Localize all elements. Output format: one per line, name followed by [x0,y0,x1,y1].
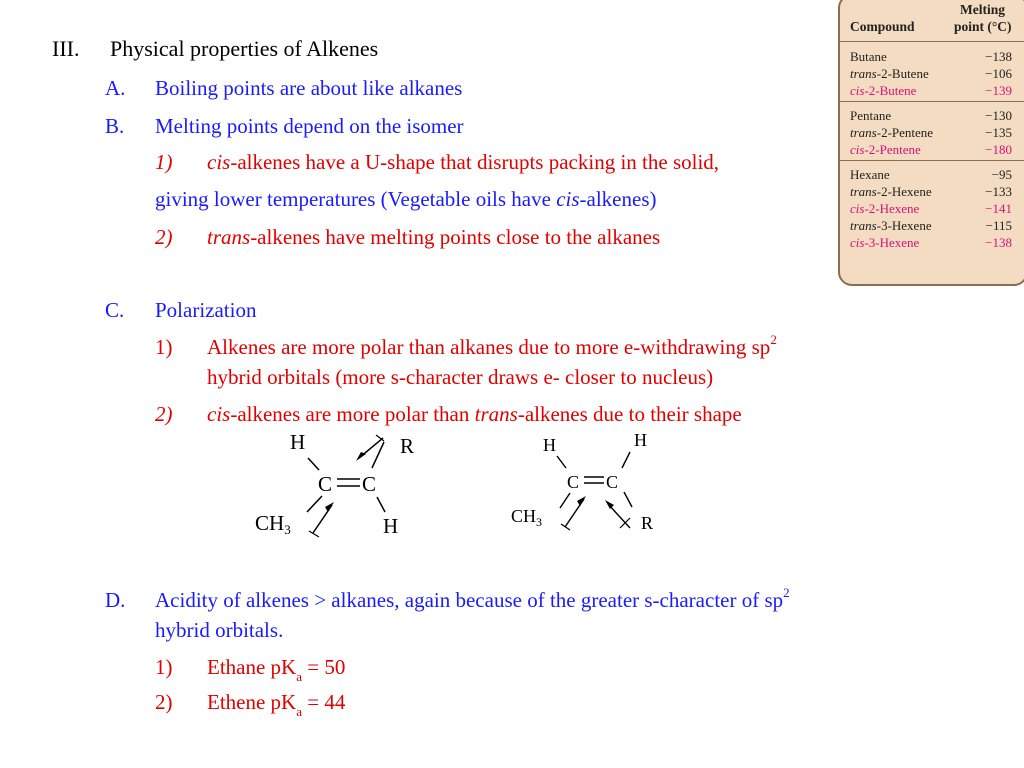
mol-left-ch-text: CH [255,511,285,535]
table-row [850,65,1020,82]
table-row [850,217,1020,234]
item-d-letter: D. [105,588,126,612]
compound-prefix: trans [850,125,877,140]
table-row [850,141,1020,158]
item-b2-rest: -alkenes have melting points close to the alkanes [250,225,661,249]
compound-base-name: Butane [850,49,887,64]
item-d2-text [207,689,346,720]
table-header [840,0,1024,34]
mol-left-arrowhead-2 [325,502,334,512]
mol-right-ch-text: CH [511,506,537,526]
table-header-melting: Melting [960,2,1005,17]
mol-left-r: R [400,434,415,458]
melting-point-value: −141 [985,201,1012,216]
item-d1-sub: a [296,669,303,685]
item-b1-line2a: giving lower temperatures (Vegetable oils have [155,187,557,211]
mol-right-bond-ch3 [560,493,570,508]
mol-right-h-left: H [543,435,556,455]
mol-right-c2: C [606,472,619,492]
compound-name [850,217,932,234]
item-b-letter: B. [105,114,125,138]
table-row [850,166,1020,183]
item-c1-rest: Alkenes are more polar than alkanes due to more e-withdrawing sp [207,335,771,359]
compound-prefix: trans [850,66,877,81]
melting-point-value: −106 [985,66,1012,81]
melting-point-table [838,0,1024,286]
table-row [850,107,1020,124]
compound-prefix: cis [850,83,865,98]
melting-point-value: −138 [985,235,1012,250]
trans-label: trans [207,225,251,249]
mol-left-ch-sub: 3 [284,522,291,537]
compound-prefix: cis [850,142,865,157]
compound-base-name: -2-Hexene [864,201,920,216]
mol-right-ch-sub: 3 [536,515,543,529]
compound-name [850,107,891,124]
mol-right-c1: C [567,472,580,492]
table-row [850,82,1020,99]
mol-right-bond-r [624,492,632,507]
compound-name [850,234,919,251]
mol-left-bond-h [308,458,319,470]
melting-point-value: −135 [985,125,1012,140]
compound-base-name: Hexane [850,167,890,182]
mol-right-r: R [641,513,654,533]
item-d-text [155,587,790,613]
table-row [850,124,1020,141]
section-number: III. [52,36,80,61]
compound-name [850,124,933,141]
mol-right-ch [511,506,542,529]
item-b2-num: 2) [155,225,173,249]
item-c2-em2: trans [474,402,518,426]
item-a-text: Boiling points are about like alkanes [155,76,463,100]
compound-prefix: cis [850,201,865,216]
item-d-rest: Acidity of alkenes > alkanes, again because of the greater s-character of sp [155,588,784,612]
mol-left-bond-h2 [377,497,385,512]
table-header-compound: Compound [850,19,915,34]
compound-name [850,166,890,183]
compound-base-name: -2-Pentene [876,125,934,140]
melting-point-value: −138 [985,49,1012,64]
melting-point-value: −180 [985,142,1012,157]
item-c2-text1: -alkenes are more polar than [230,402,475,426]
item-b1-line2em: cis [556,187,580,211]
table-row [850,200,1020,217]
item-c1-number: 1) [155,335,173,359]
compound-name [850,141,921,158]
compound-name [850,200,919,217]
mol-left-c2: C [362,472,377,496]
mol-right-h-right: H [634,430,647,450]
item-d2-tail: = 44 [302,690,346,714]
item-b1-rest: -alkenes have a U-shape that disrupts packing in the solid, [230,150,720,174]
table-rule-top [840,41,1024,42]
item-c2-text2: -alkenes due to their shape [517,402,742,426]
item-b1-num: 1) [155,150,173,174]
item-c-letter: C. [105,298,125,322]
table-row [850,183,1020,200]
section-title-text: Physical properties of Alkenes [110,36,379,61]
compound-prefix: trans [850,184,877,199]
item-d-line2: hybrid orbitals. [155,618,284,642]
item-d1-tail: = 50 [302,655,346,679]
table-group-divider [840,101,1024,102]
item-d2-rest: Ethene pK [207,690,297,714]
item-d2-sub: a [296,704,303,720]
mol-left-h-top: H [290,430,306,454]
table-group-divider [840,160,1024,161]
item-d1-rest: Ethane pK [207,655,297,679]
mol-right-tail-1 [561,524,570,530]
item-b-text: Melting points depend on the isomer [155,114,464,138]
mol-left-bond-ch3 [307,496,322,512]
compound-base-name: -2-Butene [864,83,917,98]
mol-right-bond-hl [557,456,566,468]
compound-base-name: Pentane [850,108,892,123]
melting-point-value: −133 [985,184,1012,199]
table-row [850,48,1020,65]
compound-base-name: -3-Hexene [864,235,920,250]
compound-base-name: -2-Hexene [876,184,932,199]
table-row [850,234,1020,251]
item-a-letter: A. [105,76,126,100]
mol-left-h-bottom: H [383,514,399,538]
item-c2-em1: cis [207,402,231,426]
melting-point-value: −115 [985,218,1012,233]
item-c-text: Polarization [155,298,257,322]
compound-name [850,183,932,200]
compound-base-name: -2-Pentene [864,142,921,157]
item-c1-line2: hybrid orbitals (more s-character draws e- closer to nucleus) [207,365,714,389]
item-c1-sup: 2 [770,332,777,347]
mol-right-bond-hr [622,452,630,468]
item-d2-number: 2) [155,690,173,714]
mol-right-arrowhead-1 [577,496,586,506]
compound-prefix: cis [850,235,865,250]
mol-left-ch [255,511,291,537]
item-c2-num: 2) [155,402,173,426]
item-d1-text [207,654,346,685]
item-d-sup: 2 [783,585,790,600]
compound-name [850,82,916,99]
compound-name [850,65,929,82]
melting-point-value: −130 [985,108,1012,123]
mol-left-c1: C [318,472,333,496]
compound-base-name: -2-Butene [876,66,929,81]
mol-right-arrowhead-2 [605,500,614,509]
compound-base-name: -3-Hexene [876,218,932,233]
item-b1-line2b: -alkenes) [579,187,657,211]
table-header-point: point (°C) [954,19,1012,34]
item-d1-number: 1) [155,655,173,679]
cis-label: cis [207,150,231,174]
compound-name [850,48,887,65]
compound-prefix: trans [850,218,877,233]
melting-point-value: −95 [991,167,1012,182]
melting-point-value: −139 [985,83,1012,98]
